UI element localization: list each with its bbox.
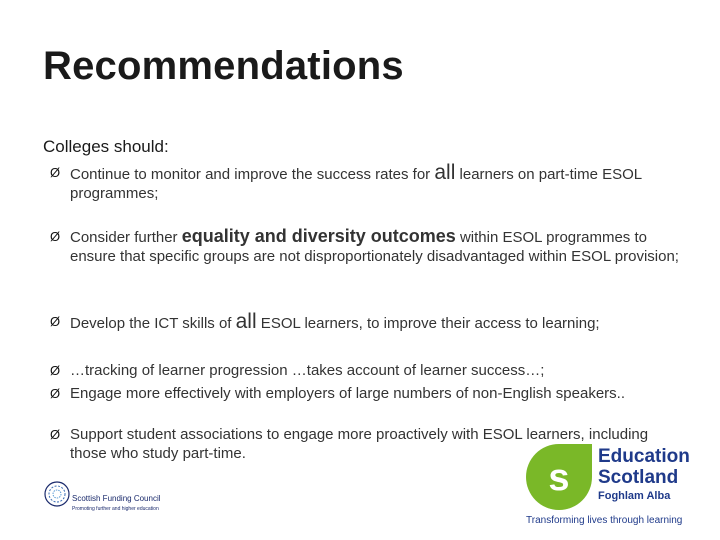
- bullet-item-monitor-success: Ø Continue to monitor and improve the success rates for all learners on part-time ESOL programmes;: [50, 161, 642, 202]
- arrow-bullet-icon: Ø: [50, 229, 61, 244]
- education-scotland-line2: Scotland: [598, 467, 679, 488]
- bullet-item-tracking-progression: Ø …tracking of learner progression …takes account of learner success…;: [50, 362, 545, 379]
- bullet-item-ict-skills: Ø Develop the ICT skills of all ESOL learners, to improve their access to learning;: [50, 310, 600, 333]
- emphasis-all: all: [235, 310, 257, 333]
- education-scotland-emblem-icon: [524, 442, 594, 512]
- foghlam-alba-text: Foghlam Alba: [598, 490, 671, 502]
- scottish-funding-council-logo: [42, 472, 202, 520]
- arrow-bullet-icon: Ø: [50, 165, 61, 180]
- education-scotland-line1: Education: [598, 446, 690, 467]
- bullet-item-engage-employers: Ø Engage more effectively with employers of large numbers of non-English speakers..: [50, 385, 626, 402]
- sfc-name: Scottish Funding Council: [72, 494, 161, 503]
- arrow-bullet-icon: Ø: [50, 386, 61, 401]
- sfc-tagline: Promoting further and higher education: [72, 506, 159, 512]
- emphasis-all: all: [434, 161, 456, 184]
- emphasis-equality-diversity: equality and diversity outcomes: [181, 226, 456, 246]
- bullet-item-equality-diversity: Ø Consider further equality and diversity outcomes within ESOL programmes to ensure that specific groups are not disproportionately disadvantaged within ESOL provision;: [50, 226, 679, 265]
- bullet-item-student-associations: Ø Support student associations to engage more proactively with ESOL learners, including those who study part-time.: [50, 426, 649, 462]
- sfc-emblem-icon: [42, 472, 72, 520]
- education-scotland-tagline: Transforming lives through learning: [526, 515, 683, 526]
- svg-text:s: s: [548, 457, 570, 499]
- arrow-bullet-icon: Ø: [50, 363, 61, 378]
- education-scotland-logo: [524, 442, 704, 532]
- slide-title: Recommendations: [43, 44, 404, 88]
- intro-text: Colleges should:: [43, 137, 169, 156]
- arrow-bullet-icon: Ø: [50, 427, 61, 442]
- arrow-bullet-icon: Ø: [50, 314, 61, 329]
